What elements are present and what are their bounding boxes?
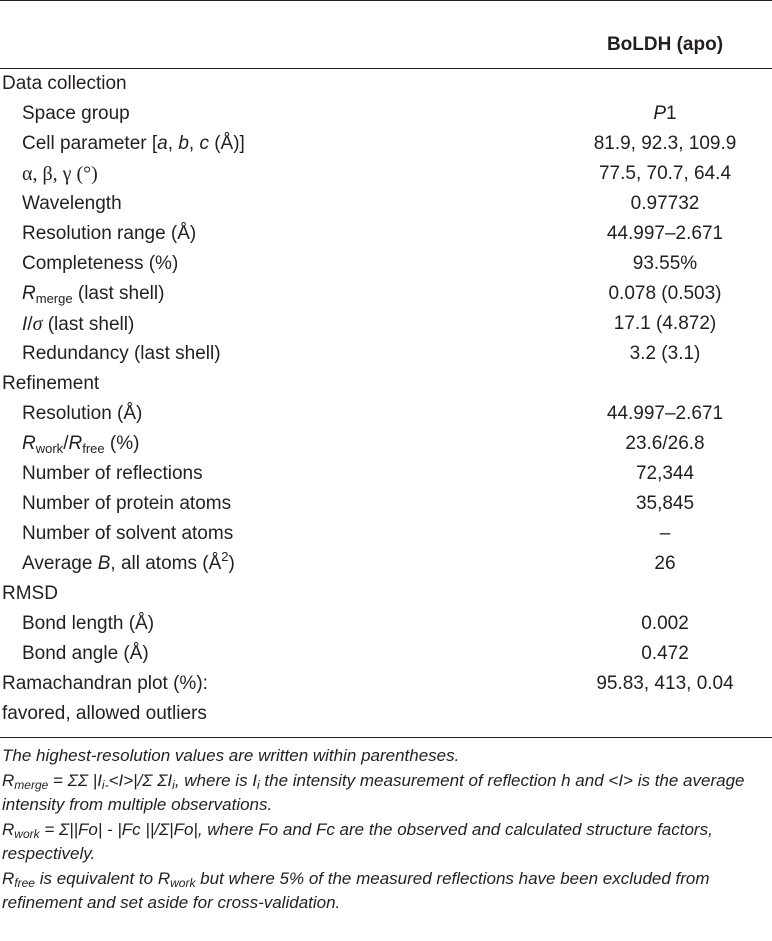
section-refinement	[0, 369, 772, 399]
row-label: Bond length (Å)	[22, 613, 155, 634]
section-label: Data collection	[2, 73, 127, 94]
row-value: 44.997–2.671	[606, 223, 724, 244]
label-part: Cell parameter [	[22, 133, 158, 154]
table-row	[0, 339, 772, 369]
row-value: 26	[654, 553, 676, 574]
row-label: Bond angle (Å)	[22, 643, 149, 664]
table-row-continued	[0, 699, 772, 729]
table-row	[0, 309, 772, 339]
table-row	[0, 249, 772, 279]
footnote	[2, 769, 770, 818]
column-header: BoLDH (apo)	[606, 34, 724, 55]
row-value: 23.6/26.8	[625, 433, 705, 454]
table-row	[0, 99, 772, 129]
row-label: Number of reflections	[22, 463, 203, 484]
table-row	[0, 429, 772, 459]
row-value: 0.472	[641, 643, 689, 664]
label-part: B	[97, 553, 111, 574]
footnotes	[2, 744, 770, 916]
row-label	[22, 279, 164, 309]
row-value: 3.2 (3.1)	[629, 343, 701, 364]
footnote	[2, 867, 770, 916]
table-row	[0, 609, 772, 639]
label-part: R	[22, 433, 36, 454]
row-value: 77.5, 70.7, 64.4	[598, 163, 732, 184]
note-sub: i-	[101, 777, 109, 792]
row-value: 81.9, 92.3, 109.9	[593, 133, 737, 154]
table-row	[0, 639, 772, 669]
row-label	[22, 309, 134, 340]
label-part: (last shell)	[72, 283, 165, 304]
row-value: –	[659, 523, 671, 544]
bottom-rule	[0, 737, 772, 738]
table-row	[0, 489, 772, 519]
row-label: Cell parameter [a, b, c (Å)]	[22, 133, 245, 154]
note-part: is equivalent to R	[34, 868, 171, 888]
row-value: 95.83, 413, 0.04	[596, 673, 734, 694]
label-part: I	[22, 314, 28, 335]
row-label: Resolution range (Å)	[22, 223, 197, 244]
note-part: R	[2, 819, 15, 839]
table-row	[0, 459, 772, 489]
row-value: 0.002	[641, 613, 689, 634]
note-sub: free	[14, 875, 35, 890]
footnote: The highest-resolution values are written within parentheses.	[2, 746, 460, 765]
section-rmsd	[0, 579, 772, 609]
row-label: Resolution (Å)	[22, 403, 143, 424]
table-row	[0, 189, 772, 219]
label-sub: free	[82, 441, 105, 456]
row-label	[22, 549, 235, 579]
note-part: R	[2, 868, 15, 888]
row-value: 35,845	[635, 493, 695, 514]
note-part: , where is I	[174, 770, 258, 790]
note-sub: merge	[14, 777, 49, 792]
note-sub: i	[257, 777, 260, 792]
note-part: the intensity measurement of reflection h and <I> is the average intensity from multiple observations.	[2, 770, 745, 814]
table-row	[0, 279, 772, 309]
table-row	[0, 669, 772, 699]
row-value: 93.55%	[632, 253, 698, 274]
label-part: σ	[32, 313, 43, 335]
note-part: = ΣΣ |I	[48, 770, 102, 790]
row-label: Completeness (%)	[22, 253, 179, 274]
section-label: Refinement	[2, 373, 100, 394]
label-part: (%)	[104, 433, 140, 454]
note-sub: i	[172, 777, 175, 792]
table-row	[0, 219, 772, 249]
row-label: Wavelength	[22, 193, 122, 214]
note-part: = Σ||Fo| - |Fc ||/Σ|Fo|, where Fo and Fc are the observed and calculated structure factors, respectively.	[2, 819, 713, 863]
label-part: c	[199, 133, 209, 154]
row-label: Ramachandran plot (%):	[2, 673, 208, 694]
footnote	[2, 818, 770, 867]
label-part: /	[27, 314, 33, 335]
table-row	[0, 519, 772, 549]
label-part: b	[178, 133, 189, 154]
row-label	[22, 429, 139, 459]
label-part: R	[68, 433, 83, 454]
row-value: 44.997–2.671	[606, 403, 724, 424]
row-label: favored, allowed outliers	[2, 703, 207, 724]
label-sub: work	[35, 441, 64, 456]
table-row	[0, 399, 772, 429]
table-row	[0, 129, 772, 159]
section-label: RMSD	[2, 583, 58, 604]
section-data-collection	[0, 69, 772, 99]
note-sub: work	[170, 875, 196, 890]
table-row	[0, 549, 772, 579]
row-label: Redundancy (last shell)	[22, 343, 221, 364]
label-part: , all atoms (Å	[110, 553, 222, 574]
row-value	[560, 99, 770, 129]
header-row	[0, 30, 772, 60]
row-value: 0.078 (0.503)	[608, 283, 722, 304]
label-part: )	[228, 553, 235, 574]
label-part: Average	[22, 553, 98, 574]
label-part: /	[63, 433, 69, 454]
label-sub: merge	[35, 291, 73, 306]
note-part: but where 5% of the measured reflections have been excluded from refinement and set aside for cross-validation.	[2, 868, 710, 912]
row-value: 72,344	[635, 463, 695, 484]
table-row	[0, 159, 772, 189]
row-value: 17.1 (4.872)	[613, 313, 717, 334]
top-rule	[0, 0, 772, 1]
label-part: a	[157, 133, 168, 154]
row-label: Space group	[22, 103, 130, 124]
label-part: (last shell)	[42, 314, 135, 335]
label-part: (Å)]	[208, 133, 245, 154]
row-label: Number of solvent atoms	[22, 523, 234, 544]
note-sub: work	[14, 826, 40, 841]
note-part: R	[2, 770, 15, 790]
label-part: R	[22, 283, 36, 304]
row-value-num: 1	[666, 103, 677, 124]
row-value-italic: P	[653, 103, 667, 124]
row-value: 0.97732	[630, 193, 700, 214]
row-label: α, β, γ (°)	[22, 163, 98, 185]
note-part: <I>|/Σ ΣI	[108, 770, 173, 790]
label-sup: 2	[221, 549, 229, 564]
row-label: Number of protein atoms	[22, 493, 232, 514]
